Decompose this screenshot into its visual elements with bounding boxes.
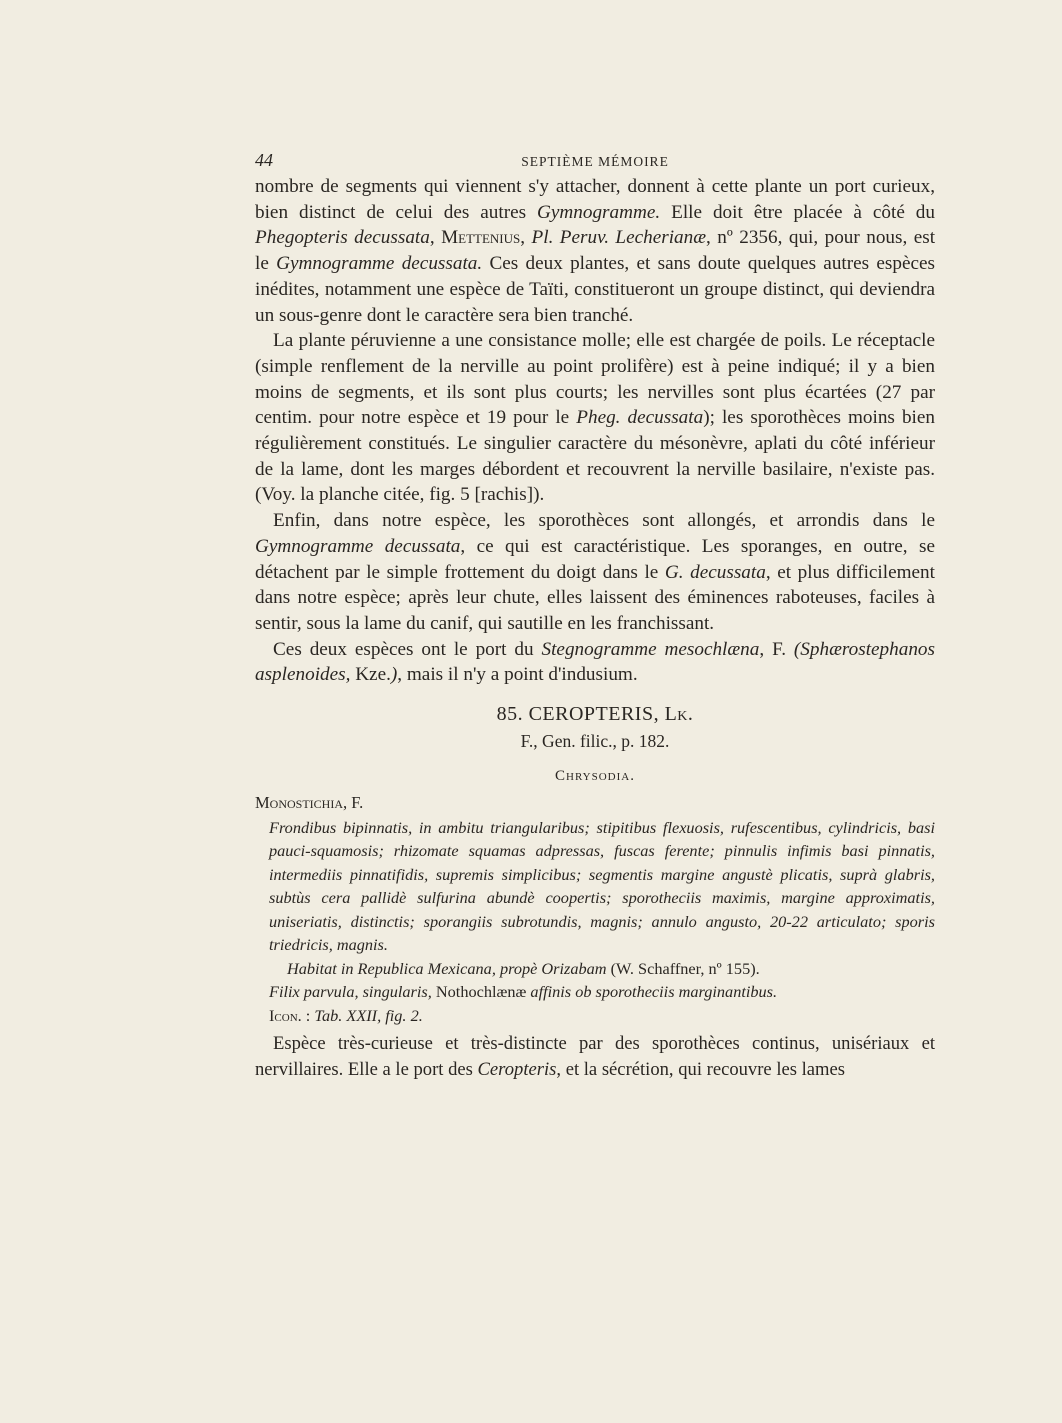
icon-reference — [269, 1004, 935, 1028]
latin-diagnosis — [269, 816, 935, 957]
genus-reference: F., Gen. filic., p. 182. — [520, 730, 670, 751]
italic-text-run: affinis ob sporotheciis marginantibus. — [530, 982, 778, 1002]
italic-text-run: Gymnogramme decussata — [255, 535, 461, 557]
text-run: ); les sporothèces moins bien régulièrement constitués. Le singulier caractère du mésonèvre, aplati du côté inférieur de la lame, dont les marges débordent et recouvrent la nerville basilaire, n'existe pas. (Voy. la planche citée, fig. 5 [rachis]). — [255, 407, 935, 506]
italic-text-run: ) — [390, 664, 398, 686]
text-run: Ces deux plantes, et sans doute quelques autres espèces inédites, notamment une espèce de Taïti, constitueront un groupe distinct, qui deviendra un sous-genre dont le caractère sera bien tranché. — [255, 253, 935, 326]
filix-line — [269, 980, 935, 1004]
text-run: nombre de segments qui viennent s'y attacher, donnent à cette plante un port curieux, bien distinct de celui des autres — [255, 176, 935, 223]
text-run: Ces deux espèces ont le port du — [273, 638, 542, 660]
italic-text-run: Tab. XXII, fig. 2. — [314, 1005, 423, 1025]
italic-text-run: Stegnogramme mesochlæna — [541, 638, 760, 660]
genus-author: Lk. — [664, 703, 694, 726]
page-number: 44 — [255, 150, 273, 170]
text-run: Elle doit être placée à côté du — [660, 201, 935, 223]
italic-text-run: Habitat in Republica Mexicana, propè Orizabam — [287, 958, 607, 978]
text-run: La plante péruvienne a une consistance molle; elle est chargée de poils. Le réceptacle (simple renflement de la nerville au point prolifère) est à peine indiqué; il y a bien moins de segments, et ils sont plus courts; les nervilles sont plus écartées (27 par centim. pour notre espèce et 19 pour le — [255, 330, 935, 429]
text-run: Enfin, dans notre espèce, les sporothèces sont allongés, et arrondis dans le — [273, 510, 935, 532]
text-run: , nº 2356, qui, pour nous, est le — [255, 227, 936, 275]
page-header — [255, 148, 935, 174]
habitat-line — [269, 957, 935, 981]
italic-text-run: Filix parvula, singularis, — [269, 982, 436, 1002]
section-heading: Chrysodia. — [555, 768, 635, 785]
text-run: , et plus difficilement dans notre espèce; après leur chute, elles laissent des éminences raboteuses, faciles à sentir, sous la lame du canif, qui sautille en les franchissant. — [255, 561, 935, 634]
text-run: , — [429, 227, 442, 249]
closing-paragraph — [255, 1031, 935, 1082]
running-title: SEPTIÈME MÉMOIRE — [521, 154, 669, 169]
text-run: , et la sécrétion, qui recouvre les lames — [556, 1059, 845, 1081]
italic-text-run: (Sphærostephanos asplenoides, — [255, 638, 935, 686]
italic-text-run: Frondibus bipinnatis, in ambitu triangularibus; stipitibus flexuosis, rufescentibus, cylindricis, basi pauci-squamosis; rhizomate squamas adpressas, fuscas ferente; pinnulis infimis basi pinnatis, intermediis pinnatifidis, supremis simplicibus; segmentis margine angustè plicatis, suprà glabris, subtùs cera pallidè sulfurina abundè coopertis; sporotheciis maximis, margine approximatis, uniseriatis, distinctis; sporangiis subrotundis, magnis; annulo angusto, 20-22 articulato; sporis triedricis, magnis. — [269, 817, 935, 955]
text-run: , F. — [759, 638, 794, 660]
subsection-heading: Monostichia, F. — [255, 793, 364, 813]
italic-text-run: Gymnogramme. — [537, 201, 661, 223]
paragraph-2 — [255, 328, 935, 508]
text-run: : — [301, 1005, 315, 1025]
text-run: Espèce très-curieuse et très-distincte par des sporothèces continus, unisériaux et nervillaires. Elle a le port des — [255, 1033, 935, 1081]
text-run: , ce qui est caractéristique. Les sporanges, en outre, se détachent par le simple frottement du doigt dans le — [255, 535, 935, 583]
italic-text-run: Gymnogramme decussata. — [276, 253, 483, 275]
genus-heading — [255, 702, 935, 728]
italic-text-run: Pl. Peruv. Lecherianæ — [531, 227, 707, 249]
italic-text-run: Ceropteris — [477, 1059, 557, 1081]
italic-text-run: Phegopteris decussata — [255, 227, 430, 249]
text-run: Kze. — [355, 664, 391, 686]
smallcaps-text-run: Mettenius — [441, 227, 521, 249]
text-run: (W. Schaffner, nº 155). — [606, 958, 760, 978]
text-run: , — [520, 227, 532, 249]
paragraph-4 — [255, 637, 935, 688]
text-run: , mais il n'y a point d'indusium. — [397, 664, 638, 686]
genus-number: 85. — [496, 703, 524, 726]
paragraph-3 — [255, 508, 935, 637]
book-page — [255, 148, 935, 1083]
text-run: Nothochlænæ — [435, 982, 531, 1002]
paragraph-1 — [255, 174, 935, 328]
italic-text-run: Pheg. decussata — [576, 407, 704, 429]
italic-text-run: G. decussata — [664, 561, 766, 583]
smallcaps-text-run: Icon. — [269, 1005, 302, 1025]
genus-name: CEROPTERIS, — [528, 703, 665, 726]
